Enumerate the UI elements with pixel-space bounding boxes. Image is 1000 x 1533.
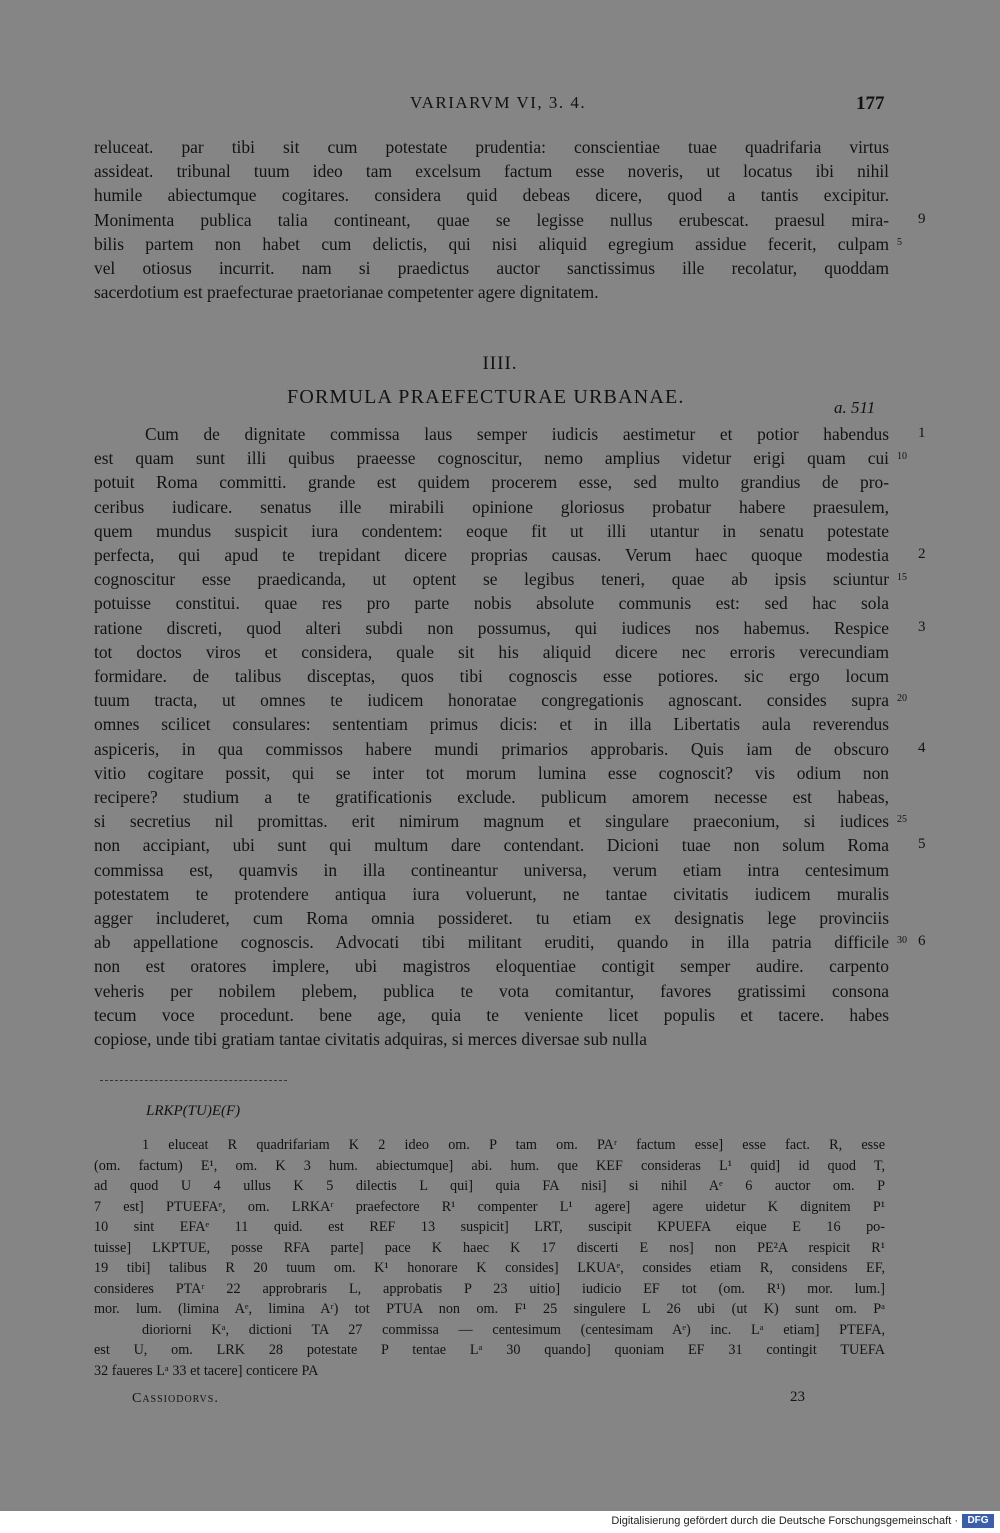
apparatus-line: 32 faueres Lᵃ 33 et tacere] conticere PA <box>94 1362 319 1379</box>
text-line: vitio cogitare possit, qui se inter tot morum lumina esse cognoscit? vis odium non <box>94 762 889 783</box>
text-line: omnes scilicet consulares: sententiam primus dicis: et in illa Libertatis aula reverendus <box>94 714 889 735</box>
text-line: recipere? studium a te gratificationis exclude. publicum amorem necesse est habeas, <box>94 787 889 807</box>
footer-signature: 23 <box>790 1389 805 1405</box>
date-mark: a. 511 <box>834 398 876 417</box>
text-line: potuisse constitui. quae res pro parte nobis absolute communis est: sed hac sola <box>94 593 889 614</box>
section-number: IIII. <box>482 353 518 374</box>
text-line: tuum tracta, ut omnes te iudicem honoratae congregationis agnoscant. consides supra <box>94 690 889 711</box>
margin-line-number: 10 <box>897 451 907 463</box>
text-line: potestatem te protendere antiqua iura voluerunt, ne tantae civitatis iudicem muralis <box>94 883 889 904</box>
page-number: 177 <box>856 93 885 114</box>
apparatus-line: 7 est] PTUEFAᵉ, om. LRKAʳ praefectore R¹ compenter L¹ agere] agere uidetur K dignitem P¹ <box>94 1198 885 1215</box>
dfg-banner-text: Digitalisierung gefördert durch die Deutsche Forschungsgemeinschaft · <box>611 1515 958 1527</box>
margin-line-number: 30 <box>897 935 907 947</box>
margin-section-number: 6 <box>918 933 926 950</box>
section-title: FORMULA PRAEFECTURAE URBANAE. <box>287 386 685 408</box>
margin-line-number: 25 <box>897 814 907 826</box>
text-line: non est oratores implere, ubi magistros eloquentiae contigit semper audire. carpento <box>94 956 889 977</box>
running-title: VARIARVM VI, 3. 4. <box>410 93 587 112</box>
margin-section-number: 9 <box>918 210 926 227</box>
text-line: agger includeret, cum Roma omnia possideret. tu etiam ex designatis lege provinciis <box>94 908 889 928</box>
text-line: quem mundus suspicit iura condentem: eoque fit ut illi utantur in senatu potestate <box>94 520 889 541</box>
margin-line-number: 5 <box>897 236 902 248</box>
apparatus-line: 19 tibi] talibus R 20 tuum om. K¹ honorare K consides] LKUAᵉ, consides etiam R, considens EF, <box>94 1260 885 1276</box>
text-line: perfecta, qui apud te trepidant dicere proprias causas. Verum haec quoque modestia <box>94 545 889 565</box>
text-line: sacerdotium est praefecturae praetorianae competenter agere dignitatem. <box>94 282 599 303</box>
text-line: bilis partem non habet cum delictis, qui nisi aliquid egregium assidue fecerit, culpam <box>94 233 889 254</box>
apparatus-line: consideres PTAʳ 22 approbraris L, approbatis P 23 uitio] iudicio EF tot (om. R¹) mor. lum.] <box>94 1280 885 1297</box>
dfg-logo-icon[interactable]: DFG <box>962 1514 994 1528</box>
text-line: Cum de dignitate commissa laus semper iudicis aestimetur et potior habendus <box>145 424 889 444</box>
apparatus-line: dioriorni Kᵃ, dictioni TA 27 commissa — centesimum (centesimam Aᵉ) inc. Lᵃ etiam] PTEFA, <box>142 1321 885 1338</box>
text-line: formidare. de talibus disceptas, quos tibi cognoscis esse potiores. sic ergo locum <box>94 666 889 686</box>
apparatus-divider <box>100 1080 287 1081</box>
apparatus-line: est U, om. LRK 28 potestate P tentae Lᵃ 30 quando] quoniam EF 31 contingit TUEFA <box>94 1342 885 1358</box>
margin-line-number: 15 <box>897 572 907 584</box>
text-line: commissa est, quamvis in illa contineantur universa, verum etiam intra centesimum <box>94 859 889 880</box>
text-line: assideat. tribunal tuum ideo tam excelsum factum esse noveris, ut locatus ibi nihil <box>94 161 889 182</box>
margin-section-number: 5 <box>918 836 926 853</box>
text-line: tot doctos viros et considera, quale sit his aliquid dicere nec erroris verecundiam <box>94 641 889 662</box>
text-line: Monimenta publica talia contineant, quae se legisse nullus erubescat. praesul mira- <box>94 209 889 230</box>
apparatus-line: (om. factum) E¹, om. K 3 hum. abiectumque] abi. hum. que KEF consideras L¹ quid] id quod T, <box>94 1157 885 1174</box>
text-line: cognoscitur esse praedicanda, ut optent se legibus teneri, quae ab ipsis sciuntur <box>94 569 889 590</box>
text-line: vel otiosus incurrit. nam si praedictus auctor sanctissimus ille recolatur, quoddam <box>94 258 889 278</box>
text-line: humile abiectumque cogitares. considera quid debeas dicere, quod a tantis excipitur. <box>94 185 889 206</box>
text-line: aspiceris, in qua commissos habere mundi primarios approbaris. Quis iam de obscuro <box>94 738 889 759</box>
text-line: ceribus iudicare. senatus ille mirabili opinione gloriosus probatur habere praesulem, <box>94 496 889 517</box>
margin-section-number: 4 <box>918 739 926 756</box>
text-line: est quam sunt illi quibus praeesse cognoscitur, nemo amplius videtur erigi quam cui <box>94 448 889 469</box>
footer-author: Cassiodorvs. <box>132 1391 219 1406</box>
text-line: potuit Roma committi. grande est quidem procerem esse, sed multo grandius de pro- <box>94 472 889 493</box>
apparatus-line: mor. lum. (limina Aᵉ, limina Aʳ) tot PTUA non om. F¹ 25 singulere L 26 ubi (ut K) sunt om. Pᵃ <box>94 1301 885 1317</box>
margin-line-number: 20 <box>897 693 907 705</box>
text-line: ratione discreti, quod alteri subdi non possumus, qui iudices nos habemus. Respice <box>94 617 889 638</box>
text-line: non accipiant, ubi sunt qui multum dare contendant. Dicioni tuae non solum Roma <box>94 835 889 856</box>
text-line: tecum voce procedunt. bene age, quia te veniente licet populis et tacere. habes <box>94 1004 889 1025</box>
apparatus-sigla: LRKP(TU)E(F) <box>146 1103 241 1119</box>
apparatus-line: 10 sint EFAᵉ 11 quid. est REF 13 suspicit] LRT, suscipit KPUEFA eique E 16 po- <box>94 1219 885 1235</box>
text-line: reluceat. par tibi sit cum potestate prudentia: conscientiae tuae quadrifaria virtus <box>94 137 889 157</box>
text-line: si secretius nil promittas. erit nimirum magnum et singulare praeconium, si iudices <box>94 811 889 832</box>
apparatus-line: tuisse] LKPTUE, posse RFA parte] pace K haec K 17 discerti E nos] non PE²A respicit R¹ <box>94 1239 885 1256</box>
apparatus-line: 1 eluceat R quadrifariam K 2 ideo om. P tam om. PAʳ factum esse] esse fact. R, esse <box>142 1137 885 1153</box>
text-line: ab appellatione cognoscis. Advocati tibi militant eruditi, quando in illa patria difficile <box>94 932 889 953</box>
text-line: veheris per nobilem plebem, publica te vota comitantur, favores gratissimi consona <box>94 980 889 1001</box>
margin-section-number: 1 <box>918 425 926 441</box>
margin-section-number: 2 <box>918 546 926 562</box>
margin-section-number: 3 <box>918 618 926 635</box>
apparatus-line: ad quod U 4 ullus K 5 dilectis L qui] quia FA nisi] si nihil Aᵉ 6 auctor om. P <box>94 1178 885 1194</box>
text-line: copiose, unde tibi gratiam tantae civitatis adquiras, si merces diversae sub nulla <box>94 1029 647 1049</box>
